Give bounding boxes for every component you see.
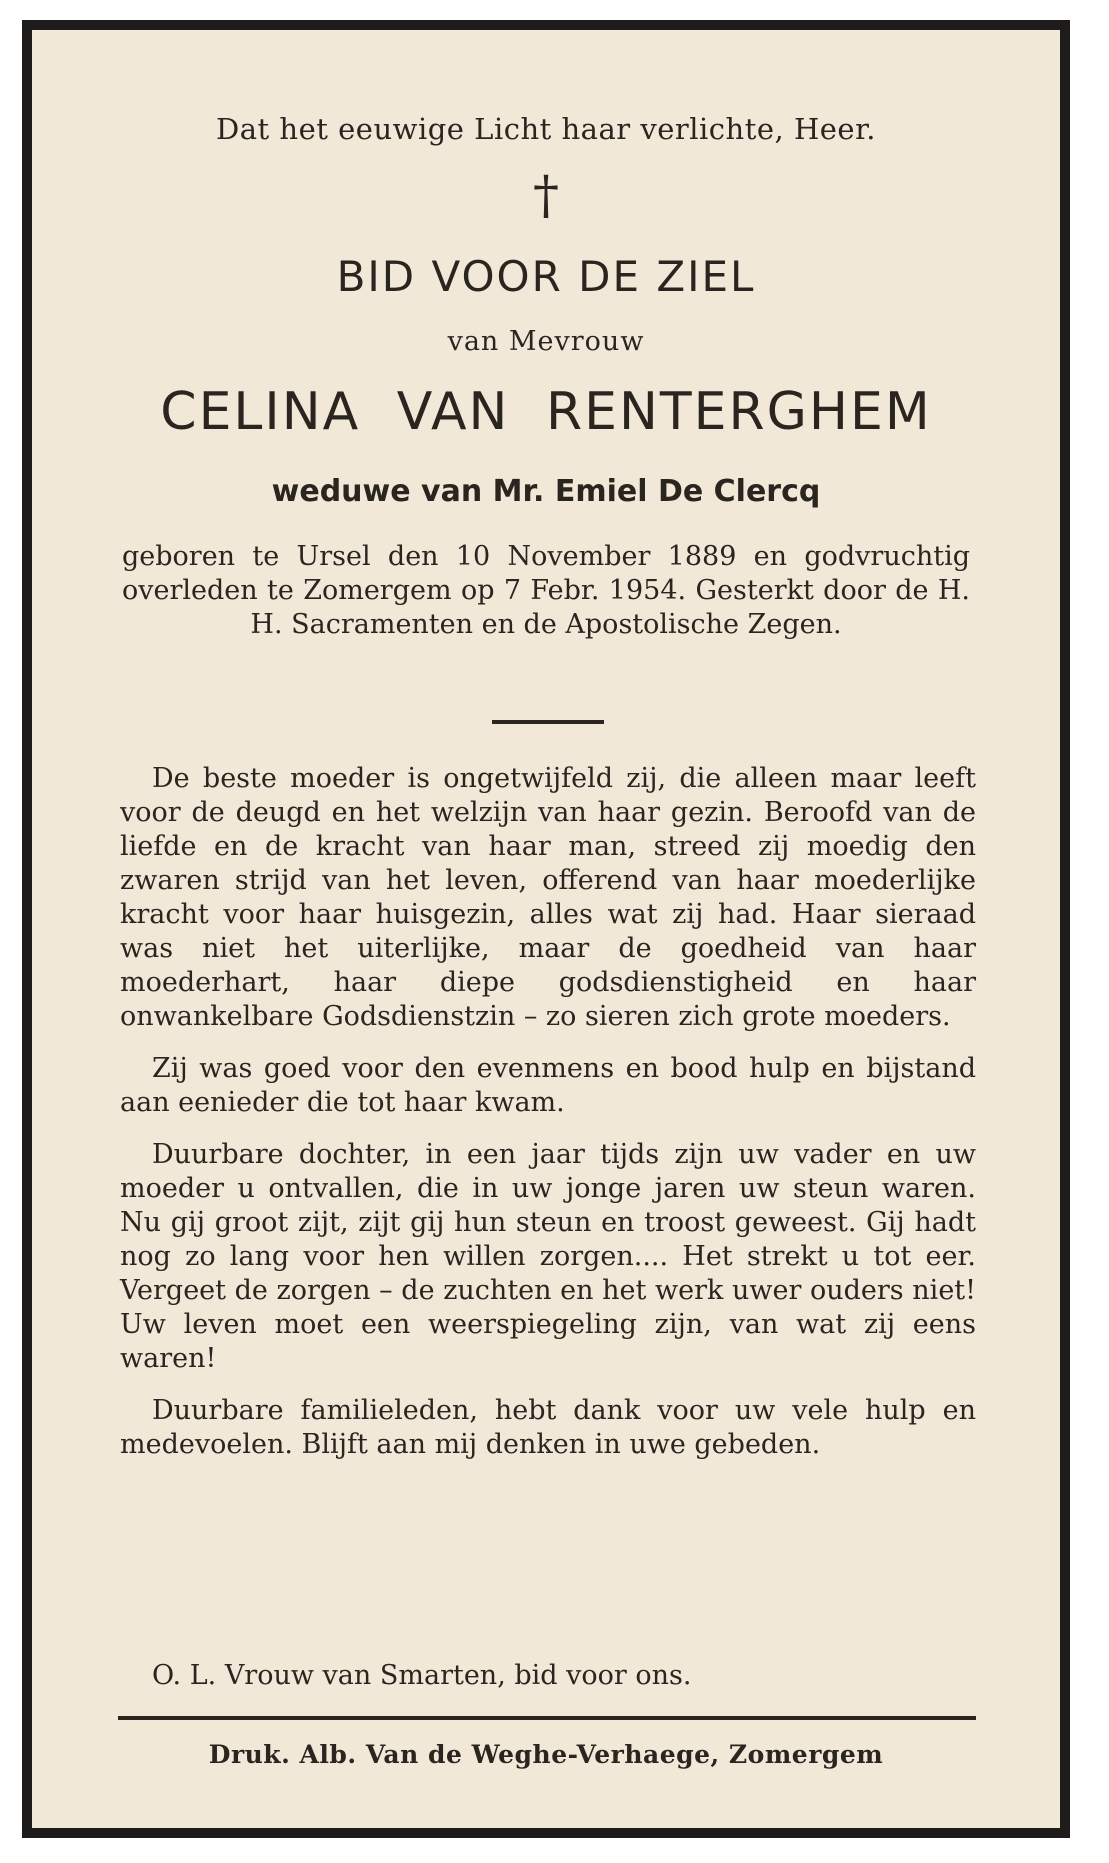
memorial-card [22, 20, 1070, 1838]
paragraph: De beste moeder is ongetwijfeld zij, die alleen maar leeft voor de deugd en het welzijn van haar gezin. Beroofd van de liefde en de kracht van haar man, streed zij moedig den zwaren strijd van het leven, offerend van haar moederlijke kracht voor haar huisgezin, alles wat zij had. Haar sieraad was niet het uiterlijke, maar de goedheid van haar moederhart, haar diepe godsdienstigheid en haar onwankelbare Godsdienstzin – zo sieren zich grote moeders. [120, 763, 976, 1032]
invocation-text: Dat het eeuwige Licht haar verlichte, Heer. [216, 112, 876, 146]
paragraph: Duurbare dochter, in een jaar tijds zijn uw vader en uw moeder u ontvallen, die in uw jonge jaren uw steun waren. Nu gij groot zijt, zijt gij hun steun en troost geweest. Gij hadt nog zo lang voor hen willen zorgen.... Het strekt u tot eer. Vergeet de zorgen – de zuchten en het werk uwer ouders niet! Uw leven moet een weerspiegeling zijn, van wat zij eens waren! [120, 1139, 976, 1374]
body-text [120, 762, 976, 1480]
honorific: van Mevrouw [447, 326, 645, 357]
deceased-name: CELINA VAN RENTERGHEM [160, 382, 932, 442]
biography: geboren te Ursel den 10 November 1889 en godvruchtig overleden te Zomergem op 7 Febr. 1954. Gesterkt door de H. H. Sacramenten en de Apostolische Zegen. [122, 541, 970, 640]
footer-rule [118, 1716, 976, 1720]
closing-prayer: O. L. Vrouw van Smarten, bid voor ons. [152, 1660, 692, 1691]
paragraph: Zij was goed voor den evenmens en bood hulp en bijstand aan eenieder die tot haar kwam. [120, 1053, 976, 1118]
cross-icon: † [533, 166, 559, 226]
printer-credit: Druk. Alb. Van de Weghe-Verhaege, Zomergem [208, 1740, 884, 1769]
heading: BID VOOR DE ZIEL [336, 252, 756, 301]
paragraph: Duurbare familieleden, hebt dank voor uw vele hulp en medevoelen. Blijft aan mij denken in uwe gebeden. [120, 1395, 976, 1460]
divider [492, 720, 604, 724]
widow-of-line: weduwe van Mr. Emiel De Clercq [271, 474, 821, 509]
